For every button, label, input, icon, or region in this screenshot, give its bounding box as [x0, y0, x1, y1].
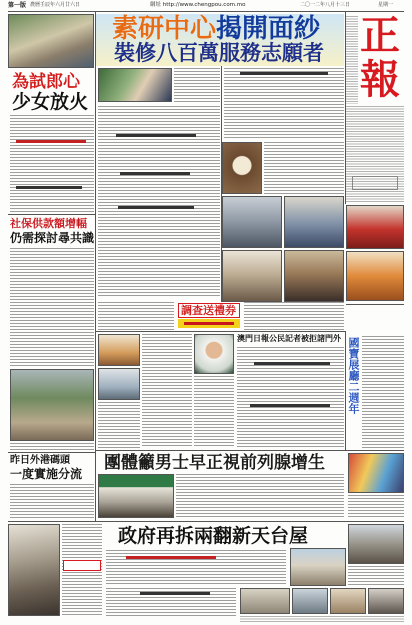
photo-hall	[284, 196, 344, 248]
photo-caption	[348, 566, 404, 586]
lead-subhead: 裝修八百萬服務志願者	[114, 41, 324, 65]
wharf-title-b: 一度實施分流	[10, 467, 83, 481]
rooftop-story-subhead	[140, 592, 210, 595]
photo-rooftop-detail	[292, 588, 328, 614]
left-story1-title-b: 少女放火	[12, 91, 89, 113]
section-rule	[8, 214, 95, 215]
photo-rooftop-detail	[240, 588, 290, 614]
lunar-date: 農曆壬辰年六月廿六日	[30, 2, 81, 8]
rooftop-story-subhead	[126, 556, 216, 559]
rooftop-story-headline: 政府再拆兩翻新天台屋	[118, 525, 309, 547]
lead-subhead-inline	[118, 206, 194, 209]
masthead-char-1: 正	[360, 13, 400, 59]
reporter-story-headline: 澳門日報公民記者被拒諸門外	[237, 334, 341, 343]
left-story1-body	[10, 115, 94, 212]
photo-rooftop-structure	[290, 548, 346, 586]
promo-strip	[178, 319, 240, 328]
website-url: 網址 http://www.chengpou.com.mo	[150, 2, 246, 8]
photo-outdoor-street	[10, 369, 94, 441]
vertical-story-headline: 國寶展廳二週年	[347, 337, 360, 414]
section-rule	[96, 450, 404, 451]
masthead-char-2: 報	[360, 57, 400, 103]
lead-body-right-lower	[264, 142, 344, 194]
lead-body-right	[224, 68, 344, 140]
lead-subhead-inline	[116, 134, 196, 137]
lead-body-tail-right	[244, 302, 344, 330]
photo-gym-room	[222, 196, 282, 248]
section-rule	[96, 331, 346, 332]
photo-rooftop-detail	[330, 588, 366, 614]
photo-press-event	[98, 68, 172, 102]
photo-rooftop-detail	[368, 588, 404, 614]
photo-people-outside-building	[8, 14, 94, 68]
photo-stage-room	[284, 250, 344, 302]
column-rule-left	[95, 12, 96, 521]
issue-weekday: 星期一	[378, 2, 394, 8]
section-rule	[8, 452, 95, 453]
promo-title: 調查送禮券	[181, 304, 236, 317]
lead-subhead-inline	[120, 172, 190, 175]
photo-captions-row	[240, 616, 404, 622]
prostate-story-body	[176, 474, 344, 519]
left-story1-subhead	[16, 186, 82, 189]
wharf-title-a: 昨日外港碼頭	[10, 455, 70, 466]
lead-body-intro	[174, 68, 220, 102]
photo-room-interior	[98, 368, 140, 400]
photo-auditorium-seats	[346, 205, 404, 249]
photo-orange-room	[346, 251, 404, 301]
photo-group-people	[348, 453, 404, 493]
prostate-story-headline: 團體籲男士早正視前列腺增生	[104, 453, 325, 473]
lead-headline-part2: 揭開面紗	[216, 14, 321, 44]
left-story2-body	[10, 248, 94, 366]
masthead-side-text	[346, 16, 358, 104]
lead-subhead-inline	[240, 72, 328, 75]
page-number: 第一版	[8, 2, 27, 9]
wharf-body	[10, 484, 94, 519]
small-story-body	[98, 402, 140, 448]
photo-kitchen	[98, 334, 140, 366]
photo-caption	[10, 443, 94, 450]
lead-headline-part1: 素研中心	[112, 14, 217, 44]
left-story1-subhead	[16, 140, 86, 143]
lead-body-tail	[98, 302, 174, 330]
left-story2-title-b: 仍需探討尋共識	[10, 231, 95, 245]
column-rule	[345, 332, 346, 450]
rooftop-sidebar-box	[63, 560, 101, 571]
issue-date: 二〇一二年八月十三日	[300, 2, 351, 8]
photo-caption	[348, 495, 404, 519]
section-rule	[346, 304, 404, 305]
photo-man-portrait	[194, 334, 234, 374]
reporter-story-body-left	[194, 376, 234, 448]
column-rule-right-top	[345, 12, 346, 204]
masthead-info-box	[352, 176, 398, 190]
left-story1-title-a: 為試郎心	[12, 72, 80, 92]
photo-wall-clock	[222, 142, 262, 194]
section-rule	[8, 521, 404, 522]
reporter-story-subhead	[254, 362, 330, 365]
promo-strip-text	[184, 322, 234, 325]
left-story2-title-a: 社保供款額增幅	[10, 217, 87, 230]
reporter-story-subhead	[250, 404, 330, 407]
photo-meeting-panel	[98, 474, 174, 518]
photo-rooftop-house	[348, 524, 404, 564]
vertical-story-body	[362, 336, 404, 448]
small-story-body	[142, 334, 192, 448]
photo-activity-room	[222, 250, 282, 302]
photo-stairway	[8, 524, 60, 616]
